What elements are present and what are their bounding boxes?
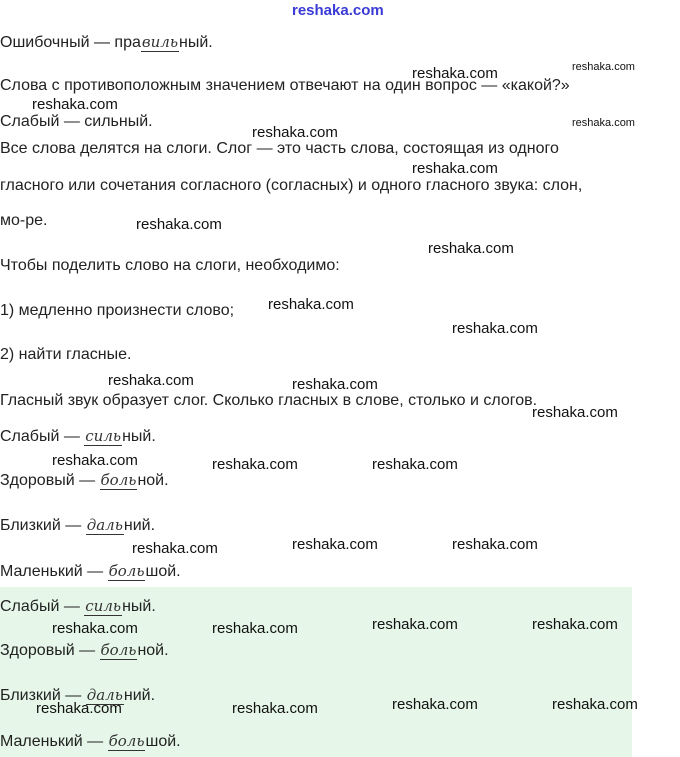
word-pair xyxy=(0,640,169,661)
text-line: мо-ре. xyxy=(0,212,48,229)
watermark: reshaka.com xyxy=(132,540,218,557)
watermark: reshaka.com xyxy=(412,65,498,82)
word-pair xyxy=(0,596,156,617)
watermark: reshaka.com xyxy=(452,320,538,337)
word-pair xyxy=(0,470,169,491)
site-watermark: reshaka.com xyxy=(292,2,384,19)
text-segment: Ошибочный — пра xyxy=(0,34,141,51)
watermark: reshaka.com xyxy=(52,452,138,469)
word-pair xyxy=(0,426,156,447)
watermark: reshaka.com xyxy=(212,456,298,473)
text-segment: Здоровый — xyxy=(0,642,100,659)
handwritten-insert: силь xyxy=(85,597,122,615)
watermark: reshaka.com xyxy=(532,616,618,633)
text-segment: Слабый — xyxy=(0,428,85,445)
text-segment: шой. xyxy=(145,733,181,750)
watermark: reshaka.com xyxy=(428,240,514,257)
handwritten-insert: боль xyxy=(108,562,145,580)
watermark: reshaka.com xyxy=(552,696,638,713)
text-line: гласного или сочетания согласного (согласных) и одного гласного звука: слон, xyxy=(0,177,583,194)
handwritten-insert: даль xyxy=(86,516,123,534)
watermark: reshaka.com xyxy=(412,160,498,177)
text-segment: шой. xyxy=(145,563,181,580)
watermark: reshaka.com xyxy=(372,616,458,633)
text-segment: Близкий — xyxy=(0,517,86,534)
watermark: reshaka.com xyxy=(252,124,338,141)
text-line: Все слова делятся на слоги. Слог — это часть слова, состоящая из одного xyxy=(0,140,559,157)
handwritten-insert: силь xyxy=(85,427,122,445)
text-line: Гласный звук образует слог. Сколько гласных в слове, столько и слогов. xyxy=(0,392,538,409)
word-pair xyxy=(0,515,155,536)
handwritten-insert: боль xyxy=(108,732,145,750)
watermark: reshaka.com xyxy=(292,376,378,393)
watermark: reshaka.com xyxy=(532,404,618,421)
text-segment: ний. xyxy=(123,517,156,534)
watermark: reshaka.com xyxy=(108,372,194,389)
text-segment: ной. xyxy=(137,642,169,659)
watermark: reshaka.com xyxy=(392,696,478,713)
watermark: reshaka.com xyxy=(32,96,118,113)
watermark: reshaka.com xyxy=(52,620,138,637)
text-segment: Слабый — xyxy=(0,598,85,615)
handwritten-insert: боль xyxy=(100,471,137,489)
watermark: reshaka.com xyxy=(572,117,635,129)
watermark: reshaka.com xyxy=(136,216,222,233)
watermark: reshaka.com xyxy=(452,536,538,553)
handwritten-insert: даль xyxy=(86,686,123,704)
word-pair xyxy=(0,561,181,582)
text-line xyxy=(0,32,213,53)
watermark: reshaka.com xyxy=(292,536,378,553)
text-segment: Близкий — xyxy=(0,687,86,704)
text-segment: ной. xyxy=(137,472,169,489)
handwritten-insert: боль xyxy=(100,641,137,659)
handwritten-insert: виль xyxy=(141,33,178,51)
watermark: reshaka.com xyxy=(372,456,458,473)
text-line: Слабый — сильный. xyxy=(0,113,153,130)
text-line: Чтобы поделить слово на слоги, необходимо: xyxy=(0,257,340,274)
text-segment: ный. xyxy=(122,598,156,615)
text-line: 1) медленно произнести слово; xyxy=(0,302,235,319)
watermark: reshaka.com xyxy=(212,620,298,637)
text-segment: Маленький — xyxy=(0,733,108,750)
text-segment: ный. xyxy=(122,428,156,445)
watermark: reshaka.com xyxy=(36,700,122,717)
text-line: Слова с противоположным значением отвечают на один вопрос — «какой?» xyxy=(0,77,570,94)
watermark: reshaka.com xyxy=(572,61,635,73)
text-line: 2) найти гласные. xyxy=(0,346,132,363)
text-segment: Маленький — xyxy=(0,563,108,580)
text-segment: ний. xyxy=(123,687,156,704)
watermark: reshaka.com xyxy=(268,296,354,313)
text-segment: Здоровый — xyxy=(0,472,100,489)
text-segment: ный. xyxy=(179,34,213,51)
word-pair xyxy=(0,731,181,752)
watermark: reshaka.com xyxy=(232,700,318,717)
